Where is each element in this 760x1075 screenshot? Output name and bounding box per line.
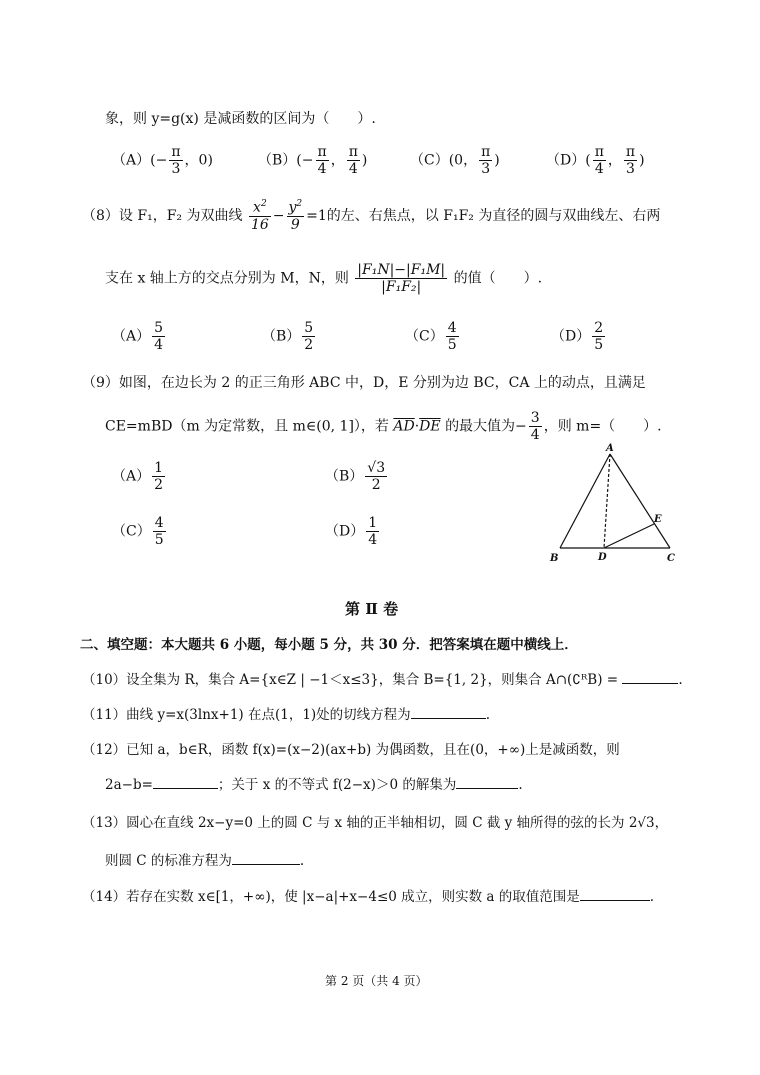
label-a: A [606, 443, 614, 454]
q9-option-d: （D） $\frac{1}{4}$ [325, 515, 378, 549]
q9-option-c: （C） $\frac{4}{5}$ [112, 515, 164, 549]
q7-option-d: （D）( $\frac{\pi}{4}$ ， $\frac{\pi}{3}$ ) [546, 144, 645, 178]
q9-option-a: （A） $\frac{1}{2}$ [112, 460, 164, 494]
page-footer: 第 2 页（共 4 页） [325, 974, 428, 988]
q7-option-c: （C）(0， $\frac{\pi}{3}$ ) [410, 144, 500, 178]
q8-option-c: （C） $\frac{4}{5}$ [405, 320, 457, 354]
q7-option-a: （A）(− $\frac{\pi}{3}$ ，0) [112, 144, 213, 178]
q12-answer-blank-2[interactable] [456, 774, 518, 789]
q9-line1: （9）如图，在边长为 2 的正三角形 ABC 中，D，E 分别为边 BC，CA 上的动点，且满足 [82, 375, 646, 391]
side-ac [610, 454, 670, 548]
q11-answer-blank[interactable] [411, 704, 486, 719]
q13-line1: （13）圆心在直线 2x−y=0 上的圆 C 与 x 轴的正半轴相切，圆 C 截 y 轴所得的弦的长为 2√3， [82, 815, 669, 831]
q8-line2: 支在 x 轴上方的交点分别为 M，N，则 $\frac{\text{|F₁N|−|F₁M|}}{\text{|F₁F₂|}}$ 的值（ ）. [105, 262, 543, 296]
q14-line: （14）若存在实数 x∈[1，+∞)，使 |x−a|+x−4≤0 成立，则实数 a 的取值范围是 . [82, 885, 654, 905]
side-ab [560, 454, 610, 548]
section-heading: 二、填空题：本大题共 6 小题，每小题 5 分，共 30 分．把答案填在题中横线上． [80, 637, 578, 653]
q14-answer-blank[interactable] [580, 886, 650, 901]
label-c: C [667, 553, 675, 564]
q7-option-b: （B）(− $\frac{\pi}{4}$ ， $\frac{\pi}{4}$ ) [258, 144, 368, 178]
label-e: E [654, 514, 662, 525]
q9-line2: CE=mBD（m 为定常数，且 m∈(0, 1]），若 $\overline{AD}\cdot\overline{DE}$ 的最大值为− $\frac{3}{4}$ ，则 m=（ ）. [105, 410, 662, 444]
q8-line1: （8）设 F₁，F₂ 为双曲线 $\frac{x^2}{16}$ − $\frac{y^2}{9}$ =1的左、右焦点，以 F₁F₂ 为直径的圆与双曲线左、右两 [82, 199, 661, 233]
q12-line1: （12）已知 a，b∈R，函数 f(x)=(x−2)(ax+b) 为偶函数，且在(0，+∞)上是减函数，则 [82, 742, 620, 758]
segment-ad [604, 454, 610, 548]
q12-answer-blank-1[interactable] [153, 774, 218, 789]
segment-de [604, 524, 654, 548]
q8-option-b: （B） $\frac{5}{2}$ [262, 320, 314, 354]
q8-option-a: （A） $\frac{5}{4}$ [112, 320, 164, 354]
q8-option-d: （D） $\frac{2}{5}$ [551, 320, 604, 354]
q12-line2: 2a−b= ；关于 x 的不等式 f(2−x)＞0 的解集为 . [105, 773, 523, 793]
section-title: 第 Ⅱ 卷 [345, 600, 399, 618]
q10-line: （10）设全集为 R，集合 A={x∈Z | −1＜x≤3}，集合 B={1, 2}，则集合 A∩(∁ᴿB) = . [82, 668, 683, 688]
label-d: D [598, 552, 607, 563]
q13-answer-blank[interactable] [232, 850, 300, 865]
q10-answer-blank[interactable] [622, 669, 678, 684]
label-b: B [550, 553, 559, 564]
triangle-figure [540, 440, 690, 568]
q13-line2: 则圆 C 的标准方程为 . [105, 849, 304, 869]
q7-line: 象，则 y=g(x) 是减函数的区间为（ ）. [105, 111, 376, 127]
q11-line: （11）曲线 y=x(3lnx+1) 在点(1，1)处的切线方程为 . [82, 703, 490, 723]
q9-option-b: （B） $\frac{√3}{2}$ [325, 460, 386, 494]
